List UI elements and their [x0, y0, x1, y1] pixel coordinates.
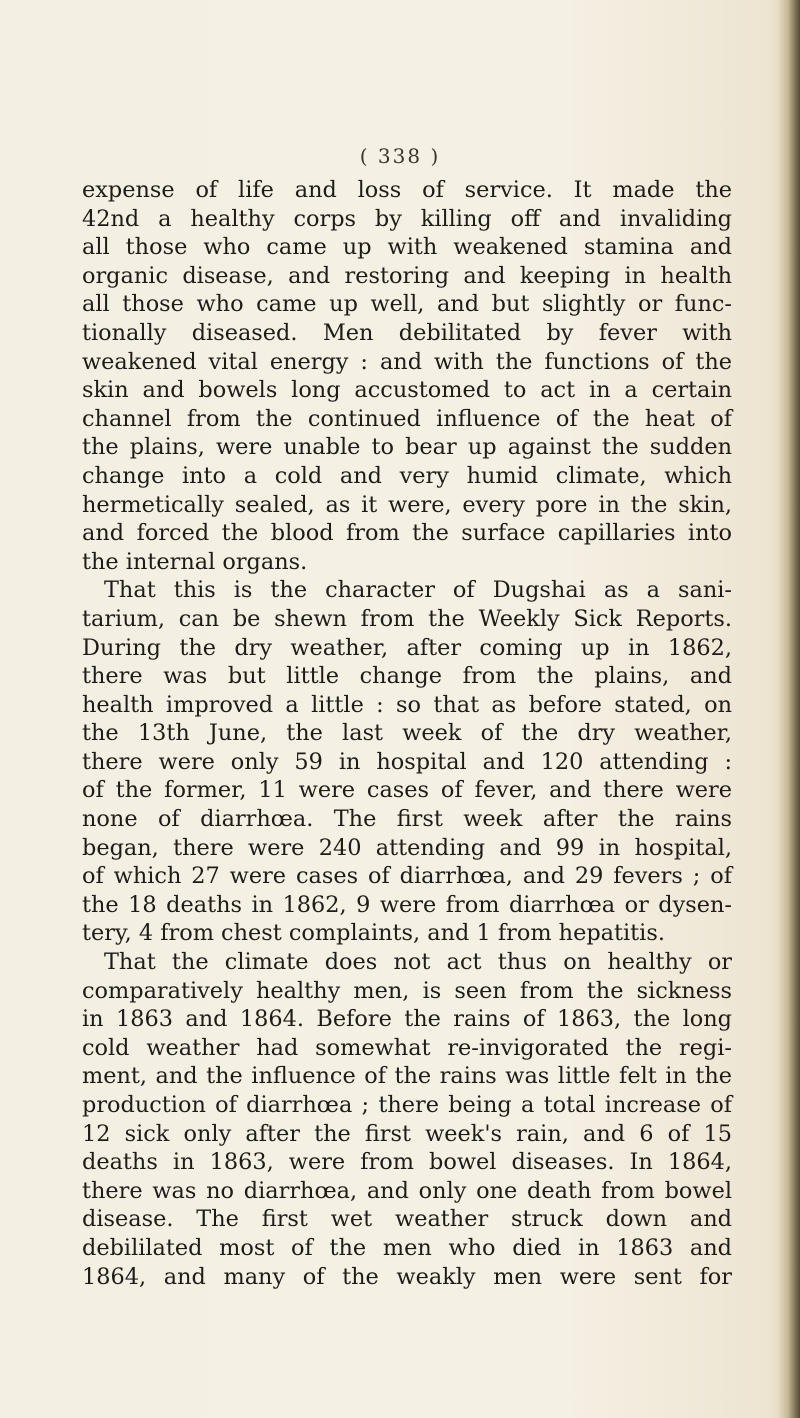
- text-line: none of diarrhœa. The first week after the rains: [82, 806, 732, 833]
- text-line: health improved a little : so that as before stated, on: [82, 691, 732, 718]
- text-line: 12 sick only after the first week's rain, and 6 of 15: [82, 1120, 732, 1147]
- text-line: the 13th June, the last week of the dry weather,: [82, 720, 732, 747]
- text-line: all those who came up with weakened stamina and: [82, 234, 732, 261]
- text-line: cold weather had somewhat re-invigorated the regi-: [82, 1034, 732, 1061]
- text-line: there was but little change from the plains, and: [82, 663, 732, 690]
- text-line: the 18 deaths in 1862, 9 were from diarrhœa or dysen-: [82, 891, 732, 918]
- text-line: debililated most of the men who died in 1863 and: [82, 1234, 732, 1261]
- text-line: there was no diarrhœa, and only one death from bowel: [82, 1177, 732, 1204]
- text-line: of which 27 were cases of diarrhœa, and 29 fevers ; of: [82, 863, 732, 890]
- text-line: there were only 59 in hospital and 120 attending :: [82, 748, 732, 775]
- text-line: During the dry weather, after coming up in 1862,: [82, 634, 732, 661]
- text-line: tarium, can be shewn from the Weekly Sick Reports.: [82, 605, 732, 632]
- text-line: 42nd a healthy corps by killing off and invaliding: [82, 205, 732, 232]
- text-line: the internal organs.: [82, 548, 308, 575]
- text-line: ment, and the influence of the rains was little felt in the: [82, 1063, 732, 1090]
- text-line: all those who came up well, and but slightly or func-: [82, 291, 732, 318]
- text-line: tionally diseased. Men debilitated by fever with: [82, 319, 732, 346]
- text-line: began, there were 240 attending and 99 in hospital,: [82, 834, 732, 861]
- text-line: hermetically sealed, as it were, every pore in the skin,: [82, 491, 732, 518]
- text-line: disease. The first wet weather struck down and: [82, 1206, 732, 1233]
- text-line: and forced the blood from the surface capillaries into: [82, 520, 732, 547]
- text-line: skin and bowels long accustomed to act in a certain: [82, 377, 732, 404]
- text-line: in 1863 and 1864. Before the rains of 1863, the long: [82, 1006, 732, 1033]
- text-line: of the former, 11 were cases of fever, and there were: [82, 777, 732, 804]
- page-number: ( 338 ): [359, 144, 441, 168]
- text-line: weakened vital energy : and with the functions of the: [82, 348, 732, 375]
- text-line: comparatively healthy men, is seen from the sickness: [82, 977, 732, 1004]
- body-text: [82, 176, 732, 1291]
- text-line: 1864, and many of the weakly men were sent for: [82, 1263, 732, 1290]
- text-line: That the climate does not act thus on healthy or: [104, 949, 732, 976]
- text-line: channel from the continued influence of the heat of: [82, 405, 732, 432]
- text-line: tery, 4 from chest complaints, and 1 from hepatitis.: [82, 920, 665, 947]
- text-line: change into a cold and very humid climate, which: [82, 462, 732, 489]
- text-line: organic disease, and restoring and keeping in health: [82, 262, 732, 289]
- text-line: That this is the character of Dugshai as a sani-: [104, 577, 732, 604]
- text-line: deaths in 1863, were from bowel diseases. In 1864,: [82, 1149, 732, 1176]
- page-edge-shadow: [778, 0, 800, 1418]
- text-line: the plains, were unable to bear up against the sudden: [82, 434, 732, 461]
- text-line: expense of life and loss of service. It made the: [82, 177, 732, 203]
- text-line: production of diarrhœa ; there being a total increase of: [82, 1092, 732, 1118]
